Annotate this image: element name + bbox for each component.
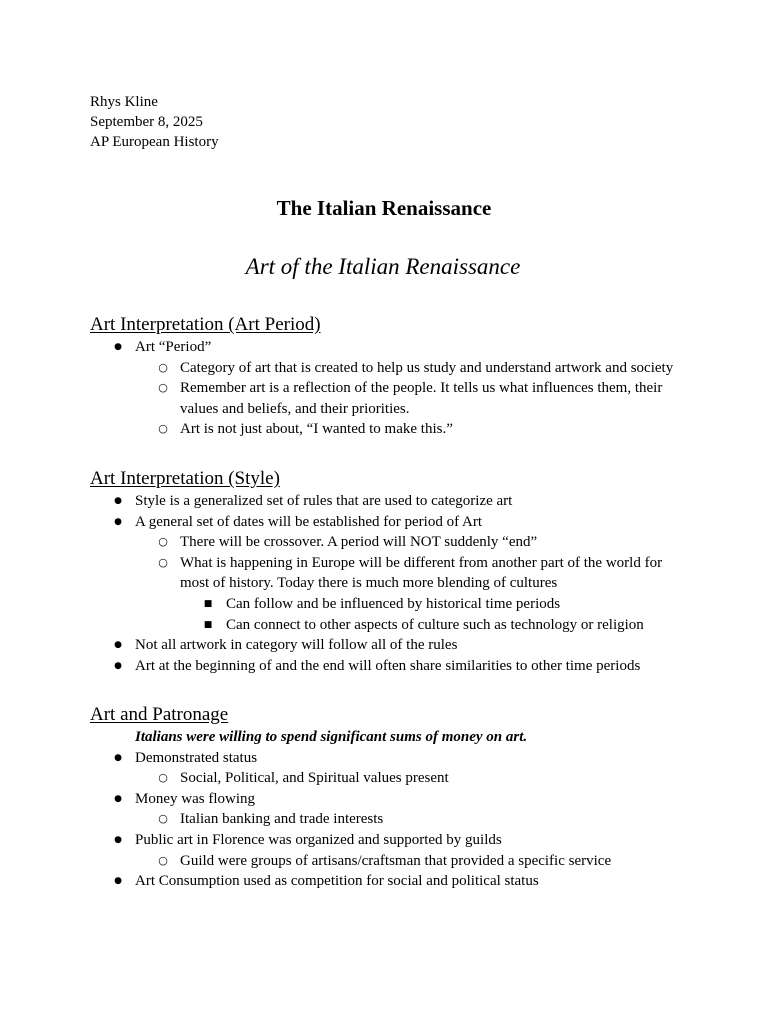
list-item: ■ Can connect to other aspects of culture such as technology or religion	[90, 615, 690, 636]
list-item: ● Style is a generalized set of rules that are used to categorize art	[90, 491, 690, 512]
filled-bullet-icon: ●	[114, 752, 122, 763]
hollow-bullet-icon: ○	[158, 422, 168, 436]
list-item: ○ There will be crossover. A period will NOT suddenly “end”	[90, 532, 690, 553]
hollow-bullet-icon: ○	[158, 381, 168, 395]
filled-bullet-icon: ●	[114, 660, 122, 671]
section-note: Italians were willing to spend significant sums of money on art.	[135, 729, 528, 745]
bullet-list	[90, 337, 690, 440]
list-item: ○ Art is not just about, “I wanted to make this.”	[90, 419, 690, 440]
filled-bullet-icon: ●	[114, 834, 122, 845]
section-heading: Art Interpretation (Art Period)	[90, 314, 321, 335]
list-item: ○ Remember art is a reflection of the people. It tells us what influences them, their values and beliefs, and their priorities.	[90, 378, 690, 419]
list-item: ○ What is happening in Europe will be different from another part of the world for most of history. Today there is much more blending of cultures	[90, 553, 690, 594]
list-item: ● Art “Period”	[90, 337, 690, 358]
document-subtitle: Art of the Italian Renaissance	[245, 254, 521, 279]
document-date: September 8, 2025	[90, 114, 203, 130]
list-item: ● Public art in Florence was organized and supported by guilds	[90, 830, 690, 851]
header-block	[90, 92, 219, 152]
course-name: AP European History	[90, 134, 219, 150]
filled-bullet-icon: ●	[114, 496, 122, 506]
list-item: ● Art Consumption used as competition for social and political status	[90, 871, 690, 892]
list-item: ● Demonstrated status	[90, 748, 690, 769]
section-art-period	[90, 313, 690, 440]
hollow-bullet-icon: ○	[158, 555, 168, 569]
hollow-bullet-icon: ○	[158, 771, 168, 785]
filled-bullet-icon: ●	[114, 342, 122, 352]
bullet-list	[90, 491, 690, 676]
author-name: Rhys Kline	[90, 94, 158, 110]
square-bullet-icon: ■	[203, 619, 213, 630]
list-item: ● Art at the beginning of and the end will often share similarities to other time periods	[90, 656, 690, 677]
hollow-bullet-icon: ○	[158, 853, 168, 867]
filled-bullet-icon: ●	[114, 793, 122, 804]
list-item: ○ Italian banking and trade interests	[90, 809, 690, 830]
hollow-bullet-icon: ○	[158, 812, 168, 826]
list-item: ○ Guild were groups of artisans/craftsman that provided a specific service	[90, 851, 690, 872]
section-heading: Art Interpretation (Style)	[90, 468, 280, 489]
section-style	[90, 467, 690, 676]
bullet-list	[90, 748, 690, 892]
list-item: ■ Can follow and be influenced by historical time periods	[90, 594, 690, 615]
filled-bullet-icon: ●	[114, 640, 122, 651]
section-heading: Art and Patronage	[90, 704, 229, 725]
hollow-bullet-icon: ○	[158, 360, 168, 374]
list-item: ● Money was flowing	[90, 789, 690, 810]
section-patronage	[90, 703, 690, 892]
list-item: ○ Category of art that is created to help us study and understand artwork and society	[90, 358, 690, 379]
hollow-bullet-icon: ○	[158, 535, 168, 549]
filled-bullet-icon: ●	[114, 876, 122, 887]
square-bullet-icon: ■	[203, 598, 213, 609]
list-item: ● Not all artwork in category will follow all of the rules	[90, 635, 690, 656]
document-title: The Italian Renaissance	[276, 196, 492, 220]
filled-bullet-icon: ●	[114, 516, 122, 527]
list-item: ○ Social, Political, and Spiritual values present	[90, 768, 690, 789]
list-item: ● A general set of dates will be established for period of Art	[90, 512, 690, 533]
